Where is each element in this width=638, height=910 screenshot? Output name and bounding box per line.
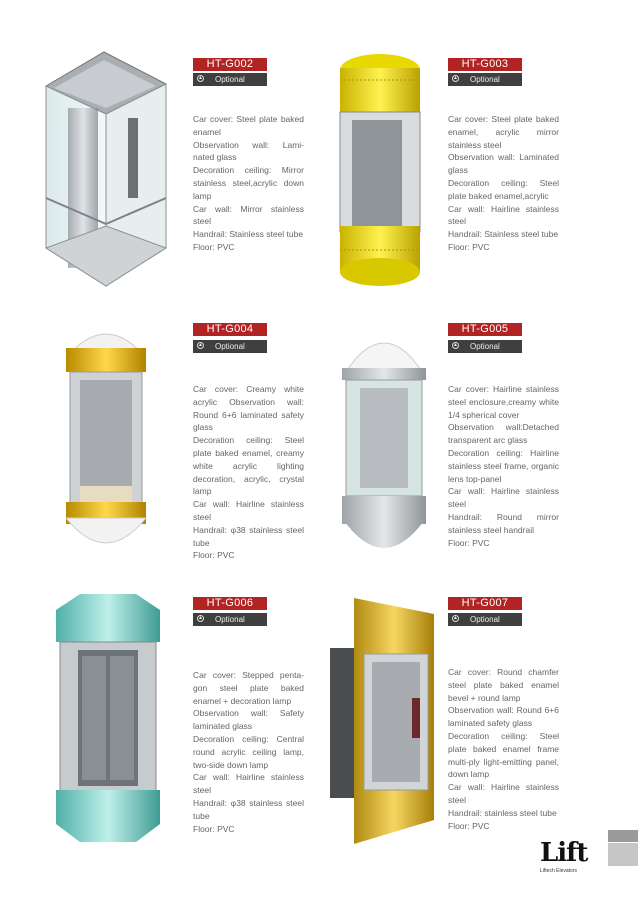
spec-decoration-ceiling: Decoration ceiling: Hairline stainless steel frame, organic lens top-panel	[448, 447, 559, 484]
logo-subtitle: Liftech Elevators	[540, 868, 577, 874]
optional-button[interactable]: ▲ Optional	[193, 340, 267, 353]
logo-mark: Lift	[540, 838, 588, 868]
elevator-ht-g007-image	[326, 588, 442, 850]
spec-list	[448, 113, 559, 254]
elevator-ht-g004-image	[60, 318, 152, 558]
spec-car-wall: Car wall: Hairline stainless steel	[193, 499, 304, 522]
spec-list	[193, 383, 304, 562]
spec-decoration-ceiling: Decoration ceiling: Steel plate baked enamel,acrylic	[448, 177, 559, 201]
spec-list	[448, 383, 559, 549]
spec-decoration-ceiling: Decoration ceiling: Steel plate baked enamel, creamy white acrylic lighting decoration, acrylic, crystal lamp	[193, 435, 304, 497]
spec-observation-wall: Observation wall: Round 6+6 laminated safety glass	[448, 705, 559, 729]
elevator-ht-g002-image	[40, 48, 170, 288]
optional-button[interactable]: ▲ Optional	[193, 613, 267, 626]
spec-car-cover: Car cover: Stepped penta- gon steel plate baked enamel + decoration lamp	[193, 670, 304, 706]
spec-list	[448, 666, 559, 832]
page-edge-tab-dark	[608, 830, 638, 842]
spec-decoration-ceiling: Decoration ceiling: Mirror stainless steel,acrylic down lamp	[193, 165, 304, 201]
optional-button[interactable]: ▲ Optional	[448, 340, 522, 353]
chevron-up-circle-icon: ▲	[453, 615, 458, 621]
product-code: HT-G003	[448, 58, 522, 71]
spec-car-cover: Car cover: Steel plate baked enamel, acrylic mirror stainless steel	[448, 114, 559, 150]
spec-observation-wall: Observation wall:Detached transparent arc glass	[448, 422, 559, 446]
spec-car-cover: Car cover: Round chamfer steel plate baked enamel bevel + round lamp	[448, 667, 559, 703]
spec-car-wall: Car wall: Hairline stainless steel	[193, 772, 304, 796]
optional-button[interactable]: ▲ Optional	[448, 613, 522, 626]
spec-handrail: Handrail: φ38 stainless steel tube	[193, 797, 304, 821]
spec-list	[193, 669, 304, 835]
elevator-ht-g006-image	[52, 590, 164, 850]
spec-floor: Floor: PVC	[193, 241, 235, 252]
spec-floor: Floor: PVC	[448, 820, 490, 831]
spec-car-cover: Car cover: Creamy white acrylic Observation wall: Round 6+6 laminated safety glass	[193, 384, 304, 433]
product-code: HT-G006	[193, 597, 267, 610]
chevron-up-circle-icon: ▲	[453, 342, 458, 348]
spec-floor: Floor: PVC	[193, 550, 235, 561]
spec-car-cover: Car cover: Hairline stainless steel enclosure,creamy white 1/4 spherical cover	[448, 384, 559, 420]
spec-handrail: Handrail: stainless steel tube	[448, 807, 557, 818]
spec-car-wall: Car wall: Hairline stainless steel	[448, 203, 559, 227]
product-code: HT-G004	[193, 323, 267, 336]
chevron-up-circle-icon: ▲	[453, 75, 458, 81]
spec-car-wall: Car wall: Hairline stainless steel	[448, 782, 559, 805]
product-code: HT-G002	[193, 58, 267, 71]
product-code: HT-G007	[448, 597, 522, 610]
brand-logo	[540, 838, 588, 882]
spec-decoration-ceiling: Decoration ceiling: Steel plate baked enamel frame multi-ply light-emitting panel, down lamp	[448, 730, 559, 780]
optional-button[interactable]: ▲ Optional	[193, 73, 267, 86]
spec-car-wall: Car wall: Hairline stainless steel	[448, 486, 559, 510]
spec-floor: Floor: PVC	[193, 823, 235, 834]
spec-handrail: Handrail: φ38 stainless steel tube	[193, 524, 304, 548]
spec-handrail: Handrail: Stainless steel tube	[448, 229, 559, 240]
elevator-ht-g003-image	[330, 50, 430, 290]
spec-car-wall: Car wall: Mirror stainless steel	[193, 203, 304, 227]
spec-observation-wall: Observation wall: Laminated glass	[448, 152, 559, 176]
spec-observation-wall: Observation wall: Lami- nated glass	[193, 139, 304, 163]
chevron-up-circle-icon: ▲	[198, 75, 203, 81]
product-code: HT-G005	[448, 323, 522, 336]
spec-list	[193, 113, 304, 254]
spec-decoration-ceiling: Decoration ceiling: Central round acrylic ceiling lamp, two-side down lamp	[193, 733, 304, 770]
page-edge-tab-light	[608, 843, 638, 866]
spec-observation-wall: Observation wall: Safety laminated glass	[193, 708, 304, 732]
optional-button[interactable]: ▲ Optional	[448, 73, 522, 86]
spec-handrail: Handrail: Stainless steel tube	[193, 229, 304, 240]
chevron-up-circle-icon: ▲	[198, 615, 203, 621]
spec-car-cover: Car cover: Steel plate baked enamel	[193, 114, 304, 137]
spec-floor: Floor: PVC	[448, 537, 490, 548]
elevator-ht-g005-image	[338, 318, 430, 560]
spec-floor: Floor: PVC	[448, 241, 490, 252]
spec-handrail: Handrail: Round mirror stainless steel handrail	[448, 511, 559, 535]
chevron-up-circle-icon: ▲	[198, 342, 203, 348]
